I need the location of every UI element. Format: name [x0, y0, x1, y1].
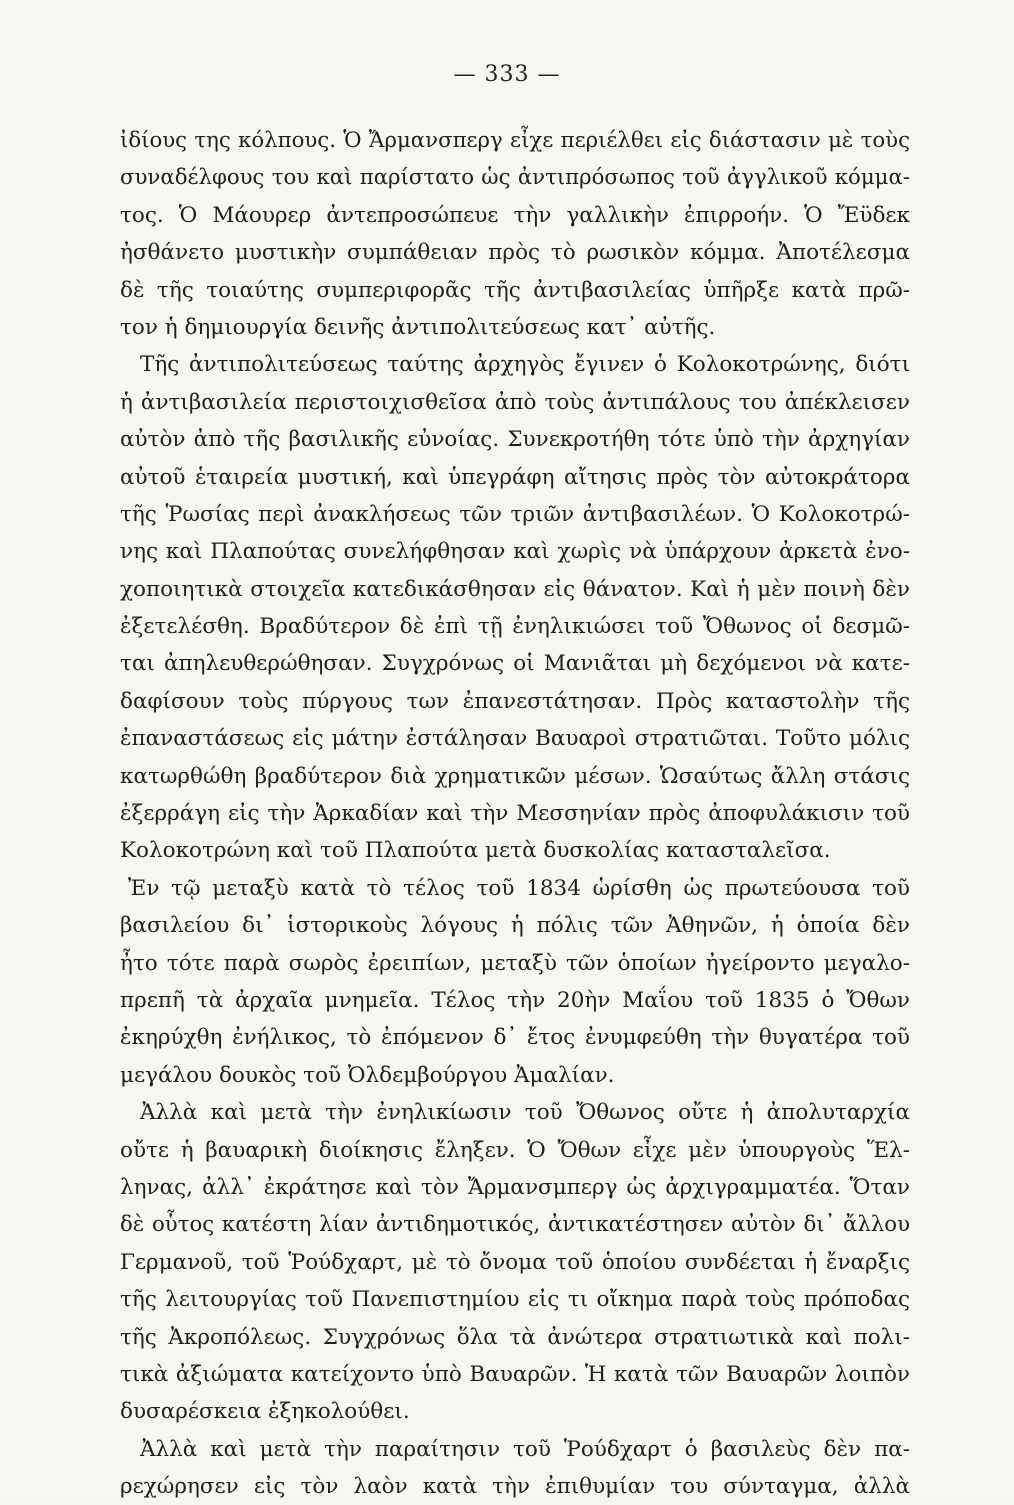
text-line: ται ἀπηλευθερώθησαν. Συγχρόνως οἱ Μανιᾶται μὴ δεχόμενοι νὰ κατε-: [120, 651, 910, 677]
text-line: τικὰ ἀξιώματα κατείχοντο ὑπὸ Βαυαρῶν. Ἡ κατὰ τῶν Βαυαρῶν λοιπὸν: [120, 1361, 910, 1387]
text-line: Ἀλλὰ καὶ μετὰ τὴν παραίτησιν τοῦ Ῥούδχαρτ ὁ βασιλεὺς δὲν πα-: [140, 1436, 910, 1462]
text-line: τον ἡ δημιουργία δεινῆς ἀντιπολιτεύσεως κατ᾽ αὐτῆς.: [120, 314, 716, 340]
text-line: Ἀλλὰ καὶ μετὰ τὴν ἐνηλικίωσιν τοῦ Ὄθωνος οὔτε ἡ ἀπολυταρχία: [140, 1100, 910, 1126]
text-line: τῆς Ἀκροπόλεως. Συγχρόνως ὅλα τὰ ἀνώτερα στρατιωτικὰ καὶ πολι-: [120, 1324, 910, 1350]
text-line: κατωρθώθη βραδύτερον διὰ χρηματικῶν μέσων. Ὡσαύτως ἄλλη στάσις: [120, 763, 910, 789]
page-number: — 333 —: [453, 62, 561, 87]
text-line: δὲ οὗτος κατέστη λίαν ἀντιδημοτικός, ἀντικατέστησεν αὐτὸν δι᾽ ἄλλου: [120, 1212, 910, 1238]
text-line: ρεχώρησεν εἰς τὸν λαὸν κατὰ τὴν ἐπιθυμίαν του σύνταγμα, ἀλλὰ: [120, 1474, 910, 1500]
text-line: αὐτὸν ἀπὸ τῆς βασιλικῆς εὐνοίας. Συνεκροτήθη τότε ὑπὸ τὴν ἀρχηγίαν: [120, 427, 910, 453]
text-line: Κολοκοτρώνη καὶ τοῦ Πλαπούτα μετὰ δυσκολίας κατασταλεῖσα.: [120, 838, 831, 864]
text-line: χοποιητικὰ στοιχεῖα κατεδικάσθησαν εἰς θάνατον. Καὶ ἡ μὲν ποινὴ δὲν: [120, 576, 910, 602]
text-line: ἠσθάνετο μυστικὴν συμπάθειαν πρὸς τὸ ρωσικὸν κόμμα. Ἀποτέλεσμα: [120, 240, 910, 266]
text-line: ἐξερράγη εἰς τὴν Ἀρκαδίαν καὶ τὴν Μεσσηνίαν πρὸς ἀποφυλάκισιν τοῦ: [120, 801, 910, 827]
body-text: [120, 122, 910, 1505]
text-line: Γερμανοῦ, τοῦ Ῥούδχαρτ, μὲ τὸ ὄνομα τοῦ ὁποίου συνδέεται ἡ ἔναρξις: [120, 1249, 910, 1275]
text-line: ἦτο τότε παρὰ σωρὸς ἐρειπίων, μεταξὺ τῶν ὁποίων ἠγείροντο μεγαλο-: [120, 950, 910, 976]
text-line: δαφίσουν τοὺς πύργους των ἐπανεστάτησαν. Πρὸς καταστολὴν τῆς: [120, 688, 910, 714]
text-line: ἡ ἀντιβασιλεία περιστοιχισθεῖσα ἀπὸ τοὺς ἀντιπάλους του ἀπέκλεισεν: [120, 389, 910, 415]
text-line: πρεπῆ τὰ ἀρχαῖα μνημεῖα. Τέλος τὴν 20ὴν Μαΐου τοῦ 1835 ὁ Ὄθων: [120, 987, 910, 1013]
text-line: οὔτε ἡ βαυαρικὴ διοίκησις ἔληξεν. Ὁ Ὄθων εἶχε μὲν ὑπουργοὺς Ἕλ-: [120, 1137, 910, 1163]
text-line: αὐτοῦ ἑταιρεία μυστική, καὶ ὑπεγράφη αἴτησις πρὸς τὸν αὐτοκράτορα: [120, 464, 910, 490]
text-line: Ἐν τῷ μεταξὺ κατὰ τὸ τέλος τοῦ 1834 ὡρίσθη ὡς πρωτεύουσα τοῦ: [128, 875, 910, 901]
text-line: ἰδίους της κόλπους. Ὁ Ἄρμανσπεργ εἶχε περιέλθει εἰς διάστασιν μὲ τοὺς: [120, 128, 910, 153]
text-line: δὲ τῆς τοιαύτης συμπεριφορᾶς τῆς ἀντιβασιλείας ὑπῆρξε κατὰ πρῶ-: [120, 277, 910, 303]
text-line: συναδέλφους του καὶ παρίστατο ὡς ἀντιπρόσωπος τοῦ ἀγγλικοῦ κόμμα-: [120, 165, 910, 191]
text-line: μεγάλου δουκὸς τοῦ Ὀλδεμβούργου Ἀμαλίαν.: [120, 1062, 615, 1088]
text-line: ἐπαναστάσεως εἰς μάτην ἐστάλησαν Βαυαροὶ στρατιῶται. Τοῦτο μόλις: [120, 726, 910, 752]
text-line: τος. Ὁ Μάουρερ ἀντεπροσώπευε τὴν γαλλικὴν ἐπιρροήν. Ὁ Ἔϋδεκ: [120, 202, 910, 228]
text-line: βασιλείου δι᾽ ἱστορικοὺς λόγους ἡ πόλις τῶν Ἀθηνῶν, ἡ ὁποία δὲν: [120, 913, 910, 939]
text-line: ἐξετελέσθη. Βραδύτερον δὲ ἐπὶ τῇ ἐνηλικιώσει τοῦ Ὄθωνος οἱ δεσμῶ-: [120, 614, 910, 640]
text-line: ἐκηρύχθη ἐνήλικος, τὸ ἐπόμενον δ᾽ ἔτος ἐνυμφεύθη τὴν θυγατέρα τοῦ: [120, 1025, 910, 1051]
text-line: τῆς Ῥωσίας περὶ ἀνακλήσεως τῶν τριῶν ἀντιβασιλέων. Ὁ Κολοκοτρώ-: [120, 501, 910, 527]
text-line: ληνας, ἀλλ᾽ ἐκράτησε καὶ τὸν Ἄρμανσμπεργ ὡς ἀρχιγραμματέα. Ὅταν: [120, 1174, 910, 1200]
text-line: Τῆς ἀντιπολιτεύσεως ταύτης ἀρχηγὸς ἔγινεν ὁ Κολοκοτρώνης, διότι: [140, 352, 910, 378]
text-line: δυσαρέσκεια ἐξηκολούθει.: [120, 1399, 410, 1425]
text-line: νης καὶ Πλαπούτας συνελήφθησαν καὶ χωρὶς νὰ ὑπάρχουν ἀρκετὰ ἐνο-: [120, 539, 910, 565]
text-line: τῆς λειτουργίας τοῦ Πανεπιστημίου εἰς τι οἴκημα παρὰ τοὺς πρόποδας: [120, 1287, 910, 1313]
